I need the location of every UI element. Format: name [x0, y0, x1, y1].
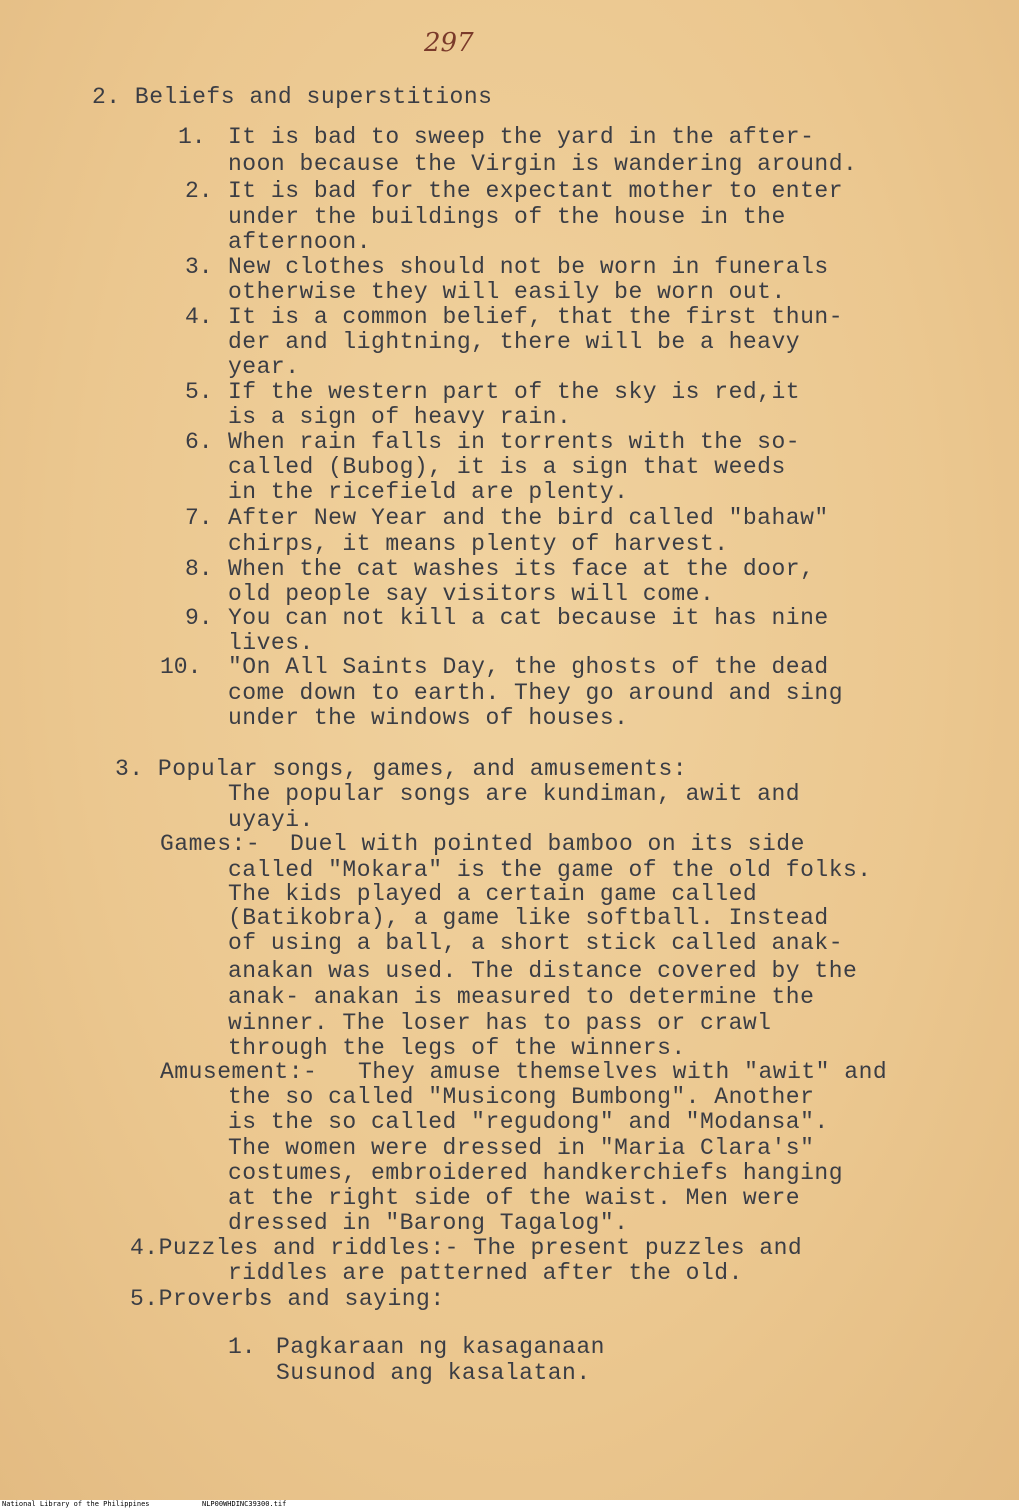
- scan-footer: [0, 1500, 1019, 1508]
- amusement-label: Amusement:-: [160, 1059, 318, 1085]
- games-line: of using a ball, a short stick called anak-: [228, 930, 843, 956]
- belief-line: afternoon.: [228, 229, 372, 255]
- belief-number: 3.: [185, 254, 213, 280]
- section-5-heading: 5.Proverbs and saying:: [130, 1286, 445, 1312]
- games-line: called "Mokara" is the game of the old folks.: [228, 857, 872, 883]
- belief-line: You can not kill a cat because it has nine: [228, 605, 829, 631]
- amusement-line: The women were dressed in "Maria Clara's": [228, 1135, 815, 1161]
- page-number: 297: [424, 28, 474, 58]
- belief-line: It is bad to sweep the yard in the after-: [228, 124, 815, 150]
- belief-line: If the western part of the sky is red,it: [228, 379, 801, 405]
- belief-number: 4.: [185, 304, 213, 330]
- games-line: The kids played a certain game called: [228, 881, 758, 907]
- belief-number: 10.: [160, 654, 202, 680]
- belief-number: 5.: [185, 379, 213, 405]
- amusement-line: costumes, embroidered handkerchiefs hanging: [228, 1160, 843, 1186]
- proverb-number: 1.: [228, 1334, 256, 1360]
- belief-number: 7.: [185, 505, 213, 531]
- belief-number: 8.: [185, 556, 213, 582]
- belief-line: come down to earth. They go around and sing: [228, 680, 843, 706]
- games-line: anakan was used. The distance covered by the: [228, 958, 858, 984]
- games-line: (Batikobra), a game like softball. Instead: [228, 905, 829, 931]
- amusement-line: the so called "Musicong Bumbong". Another: [228, 1084, 815, 1110]
- songs-line: The popular songs are kundiman, awit and: [228, 781, 801, 807]
- belief-line: called (Bubog), it is a sign that weeds: [228, 454, 786, 480]
- amusement-line: They amuse themselves with "awit" and: [358, 1059, 888, 1085]
- belief-line: der and lightning, there will be a heavy: [228, 329, 801, 355]
- games-line: winner. The loser has to pass or crawl: [228, 1010, 772, 1036]
- belief-line: It is a common belief, that the first thun-: [228, 304, 843, 330]
- proverb-line: Pagkaraan ng kasaganaan: [276, 1334, 605, 1360]
- belief-line: year.: [228, 354, 300, 380]
- footer-library: National Library of the Philippines: [2, 1500, 150, 1508]
- belief-line: It is bad for the expectant mother to enter: [228, 178, 843, 204]
- games-label: Games:-: [160, 831, 261, 857]
- belief-number: 9.: [185, 605, 213, 631]
- belief-number: 1.: [178, 124, 206, 150]
- section-2-heading: 2. Beliefs and superstitions: [92, 84, 493, 110]
- belief-line: under the buildings of the house in the: [228, 204, 786, 230]
- amusement-line: at the right side of the waist. Men were: [228, 1185, 801, 1211]
- belief-line: old people say visitors will come.: [228, 581, 715, 607]
- footer-filename: NLP00WHDINC39300.tif: [202, 1500, 287, 1508]
- section-3-heading: 3. Popular songs, games, and amusements:: [115, 756, 688, 782]
- belief-number: 6.: [185, 429, 213, 455]
- belief-line: After New Year and the bird called "bahaw": [228, 505, 829, 531]
- belief-line: noon because the Virgin is wandering around.: [228, 151, 858, 177]
- amusement-line: dressed in "Barong Tagalog".: [228, 1210, 629, 1236]
- songs-line: uyayi.: [228, 807, 314, 833]
- belief-line: otherwise they will easily be worn out.: [228, 279, 786, 305]
- games-line: through the legs of the winners.: [228, 1035, 686, 1061]
- belief-line: When rain falls in torrents with the so-: [228, 429, 801, 455]
- belief-line: "On All Saints Day, the ghosts of the dead: [228, 654, 829, 680]
- belief-line: chirps, it means plenty of harvest.: [228, 531, 729, 557]
- belief-line: lives.: [228, 630, 314, 656]
- belief-line: When the cat washes its face at the door,: [228, 556, 815, 582]
- games-line: anak- anakan is measured to determine the: [228, 984, 815, 1010]
- belief-number: 2.: [185, 178, 213, 204]
- belief-line: in the ricefield are plenty.: [228, 479, 629, 505]
- belief-line: New clothes should not be worn in funerals: [228, 254, 829, 280]
- amusement-line: is the so called "regudong" and "Modansa".: [228, 1109, 829, 1135]
- puzzles-line: riddles are patterned after the old.: [228, 1260, 743, 1286]
- proverb-line: Susunod ang kasalatan.: [276, 1360, 591, 1386]
- games-line: Duel with pointed bamboo on its side: [290, 831, 805, 857]
- belief-line: under the windows of houses.: [228, 705, 629, 731]
- belief-line: is a sign of heavy rain.: [228, 404, 572, 430]
- section-4-heading: 4.Puzzles and riddles:- The present puzzles and: [130, 1235, 803, 1261]
